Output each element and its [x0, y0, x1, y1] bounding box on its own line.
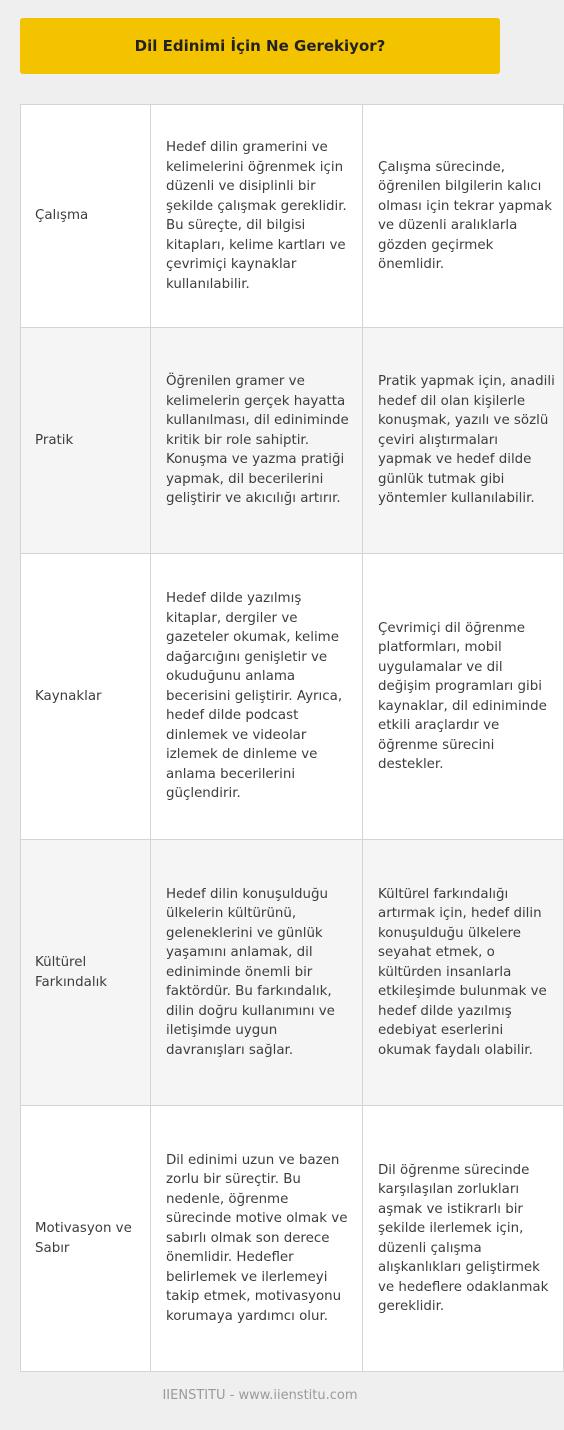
- title-banner: [20, 18, 500, 74]
- row-label: Pratik: [21, 328, 151, 554]
- row-tip: Dil öğrenme sürecinde karşılaşılan zorlukları aşmak ve istikrarlı bir şekilde ilerlemek için, düzenli çalışma alışkanlıkları geliştirmek ve hedeflere odaklanmak gereklidir.: [363, 1106, 564, 1372]
- table-row: [21, 1106, 564, 1372]
- page-title: Dil Edinimi İçin Ne Gerekiyor?: [134, 37, 386, 55]
- info-table: [20, 104, 564, 1372]
- row-description: Hedef dilin gramerini ve kelimelerini öğrenmek için düzenli ve disiplinli bir şekilde çalışmak gereklidir. Bu süreçte, dil bilgisi kitapları, kelime kartları ve çevrimiçi kaynaklar kullanılabilir.: [151, 105, 363, 328]
- row-tip: Çevrimiçi dil öğrenme platformları, mobil uygulamalar ve dil değişim programları gibi kaynaklar, dil ediniminde etkili araçlardır ve öğrenme sürecini destekler.: [363, 554, 564, 840]
- table-row: [21, 105, 564, 328]
- table-row: [21, 840, 564, 1106]
- row-description: Hedef dilde yazılmış kitaplar, dergiler ve gazeteler okumak, kelime dağarcığını genişletir ve okuduğunu anlama becerisini geliştirir. Ayrıca, hedef dilde podcast dinlemek ve videolar izlemek de dinleme ve anlama becerilerini güçlendirir.: [151, 554, 363, 840]
- row-tip: Kültürel farkındalığı artırmak için, hedef dilin konuşulduğu ülkelere seyahat etmek, o kültürden insanlarla etkileşimde bulunmak ve hedef dilde yazılmış edebiyat eserlerini okumak faydalı olabilir.: [363, 840, 564, 1106]
- row-description: Hedef dilin konuşulduğu ülkelerin kültürünü, geleneklerini ve günlük yaşamını anlamak, dil ediniminde önemli bir faktördür. Bu farkındalık, dilin doğru kullanımını ve iletişimde uygun davranışları sağlar.: [151, 840, 363, 1106]
- row-tip: Çalışma sürecinde, öğrenilen bilgilerin kalıcı olması için tekrar yapmak ve düzenli aralıklarla gözden geçirmek önemlidir.: [363, 105, 564, 328]
- row-label: Kaynaklar: [21, 554, 151, 840]
- table-row: [21, 328, 564, 554]
- row-label: Kültürel Farkındalık: [21, 840, 151, 1106]
- row-label: Çalışma: [21, 105, 151, 328]
- row-label: Motivasyon ve Sabır: [21, 1106, 151, 1372]
- row-description: Öğrenilen gramer ve kelimelerin gerçek hayatta kullanılması, dil ediniminde kritik bir role sahiptir. Konuşma ve yazma pratiği yapmak, dil becerilerini geliştirir ve akıcılığı artırır.: [151, 328, 363, 554]
- footer-credit: IIENSTITU - www.iienstitu.com: [162, 1388, 358, 1403]
- row-description: Dil edinimi uzun ve bazen zorlu bir süreçtir. Bu nedenle, öğrenme sürecinde motive olmak ve sabırlı olmak son derece önemlidir. Hedefler belirlemek ve ilerlemeyi takip etmek, motivasyonu korumaya yardımcı olur.: [151, 1106, 363, 1372]
- row-tip: Pratik yapmak için, anadili hedef dil olan kişilerle konuşmak, yazılı ve sözlü çeviri alıştırmaları yapmak ve hedef dilde günlük tutmak gibi yöntemler kullanılabilir.: [363, 328, 564, 554]
- table-row: [21, 554, 564, 840]
